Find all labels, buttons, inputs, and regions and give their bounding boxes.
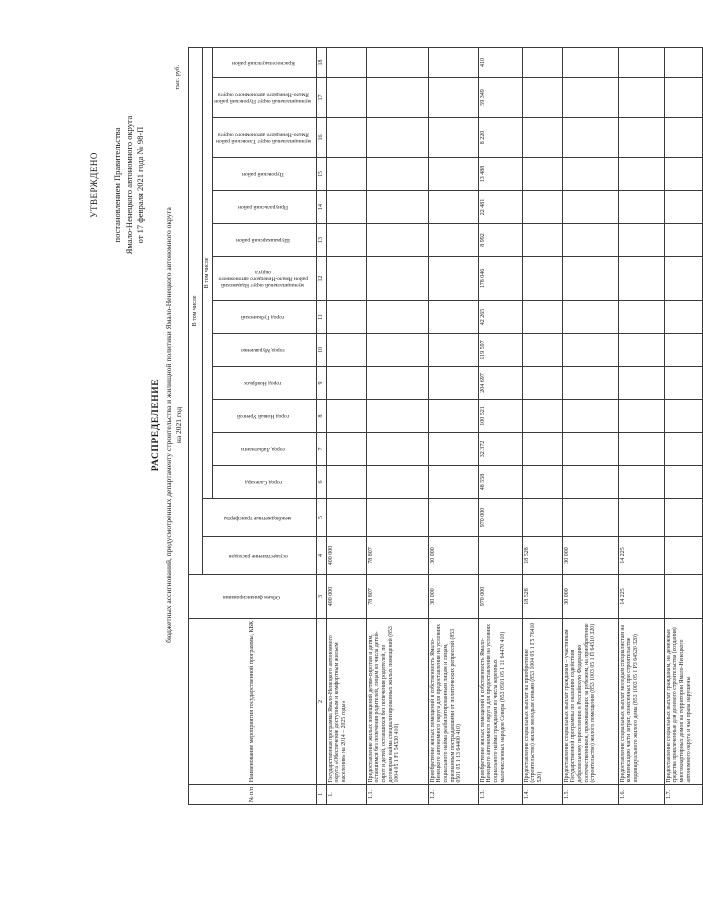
column-number: 13 [316,224,326,257]
row-municipality-value [326,400,366,433]
row-municipality-value [618,257,664,301]
row-municipality-value [366,158,428,191]
row-municipality-value [326,433,366,466]
row-municipality-value: 410 [478,47,522,77]
row-name: Предоставление социальных выплат на приобретение (строительство) жилья молодым семьям (853 1004 05 1 Г5 76410 520) [522,619,562,785]
row-municipality-value [522,367,562,400]
row-number: 1.4. [522,785,562,805]
row-municipality-value [428,224,478,257]
row-municipality-value [366,47,428,77]
row-municipality-value [618,191,664,224]
row-municipality-value [562,47,618,77]
header-municipality-text: Красноселькупский район [231,59,295,66]
row-expenses [478,537,522,575]
header-volume [189,575,317,619]
row-municipality-value [326,191,366,224]
row-municipality-value [562,118,618,158]
row-municipality-value [618,367,664,400]
row-municipality-value [522,433,562,466]
row-municipality-value [664,224,702,257]
row-municipality-value [428,367,478,400]
row-municipality-value [664,433,702,466]
row-municipality-value [326,334,366,367]
header-municipality-text: город Ноябрьск [244,380,282,387]
row-transfers [618,499,664,537]
header-volume-text: Объем финансирования [222,593,280,600]
column-number: 10 [316,334,326,367]
row-municipality-value [618,334,664,367]
row-municipality-value: 8 992 [478,224,522,257]
column-number: 4 [316,537,326,575]
row-municipality-value [562,224,618,257]
row-municipality-value [428,257,478,301]
column-number: 5 [316,499,326,537]
row-municipality-value [326,78,366,118]
header-municipality [213,334,317,367]
column-number: 17 [316,78,326,118]
row-volume: 400 000 [326,575,366,619]
header-municipality [213,224,317,257]
column-number: 16 [316,118,326,158]
approval-line: Ямало-Ненецкого автономного округа [123,115,134,255]
row-municipality-value: 59 349 [478,78,522,118]
row-municipality-value [522,301,562,334]
row-municipality-value [366,118,428,158]
table-row [366,47,428,804]
row-municipality-value [522,78,562,118]
row-municipality-value [366,433,428,466]
row-volume: 970 000 [478,575,522,619]
header-municipality [213,78,317,118]
row-municipality-value [562,301,618,334]
document-title: РАСПРЕДЕЛЕНИЕ [151,378,161,472]
table-body [326,47,702,804]
header-municipality-text: Шурышкарский район [236,237,290,244]
row-municipality-value [562,400,618,433]
row-municipality-value: 100 521 [478,400,522,433]
row-name: Предоставление социальных выплат молодым специалистам на компенсацию части затрат, понесенных при строительстве индивидуального жилого дома (853 1003 05 1 Р3 64520 320) [618,619,664,785]
row-name: Предоставление социальных выплат гражданам – участникам Государственной программы по оказанию содействия добровольному переселению в Российскую Федерацию соотечественников, проживающих за рубежом, на приобретение (строительство) жилого помещения (853 1003 05 1 П 64510 320) [562,619,618,785]
row-municipality-value: 13 488 [478,158,522,191]
row-municipality-value [618,47,664,77]
row-municipality-value [366,78,428,118]
row-municipality-value [664,400,702,433]
column-numbers-row [316,47,326,804]
row-volume: 78 807 [366,575,428,619]
row-municipality-value [664,191,702,224]
header-municipality-text: город Губкинский [241,314,285,321]
header-municipality-text: Приуральский район [238,204,288,211]
row-municipality-value [618,224,664,257]
table-row [618,47,664,804]
row-name: Предоставление жилых помещений детям-сиротам и детям, оставшимся без попечения родителей, лицам из числа детей-сирот и детей, оставшихся без попечения родителей, по договорам найма специализированных жилых помещений (853 1004 05 1 F1 54530 410) [366,619,428,785]
column-number: 2 [316,619,326,785]
document-heading [150,145,184,705]
header-name: Наименование мероприятия государственной программы, КБК [189,619,317,785]
row-municipality-value [428,158,478,191]
row-volume: 18 528 [522,575,562,619]
row-municipality-value [428,433,478,466]
row-municipality-value [326,158,366,191]
row-municipality-value [326,224,366,257]
column-number: 1 [316,785,326,805]
header-municipality [213,466,317,499]
row-municipality-value [366,400,428,433]
row-transfers [428,499,478,537]
row-municipality-value [562,158,618,191]
header-municipality-text: муниципальный округ Тазовский район Ямало-Ненецкого автономного округа [215,131,311,144]
row-municipality-value [664,367,702,400]
row-name: Предоставление социальных выплат гражданам, на денежные средства привлеченные для долевого строительства (создания) многоквартирных домов на территории Ямало-Ненецкого автономного округа и чьи права нарушены [664,619,702,785]
row-name: Приобретение жилых помещений в собственность Ямало-Ненецкого автономного округа для предоставления на условиях социального найма гражданам из числа коренных малочисленных народов Севера (853 0501 05 1 11 64470 410) [478,619,522,785]
header-including: В том числе [189,47,203,574]
row-municipality-value [618,400,664,433]
row-expenses: 78 807 [366,537,428,575]
row-municipality-value [522,257,562,301]
row-number: 1.2. [428,785,478,805]
row-number: 1. [326,785,366,805]
row-municipality-value [366,301,428,334]
row-municipality-value: 8 220 [478,118,522,158]
approval-line: постановлением Правительства [112,127,123,243]
header-municipality [213,158,317,191]
row-municipality-value [428,118,478,158]
row-municipality-value [664,47,702,77]
document-year: на 2021 год [174,406,184,444]
header-municipality [213,257,317,301]
column-number: 3 [316,575,326,619]
row-municipality-value [366,224,428,257]
row-municipality-value [428,191,478,224]
row-municipality-value [366,191,428,224]
table-row [478,47,522,804]
column-number: 9 [316,367,326,400]
row-municipality-value [664,466,702,499]
row-municipality-value [562,334,618,367]
column-number: 7 [316,433,326,466]
row-municipality-value [562,257,618,301]
row-expenses: 14 225 [618,537,664,575]
row-municipality-value [428,466,478,499]
row-municipality-value [522,224,562,257]
row-municipality-value [326,47,366,77]
row-municipality-value [326,466,366,499]
row-municipality-value [522,118,562,158]
row-municipality-value [618,433,664,466]
row-number: 1.1. [366,785,428,805]
row-transfers: 970 000 [478,499,522,537]
row-municipality-value [428,47,478,77]
column-number: 18 [316,47,326,77]
distribution-table [188,47,703,805]
row-number: 1.5. [562,785,618,805]
header-num: № п/п [189,785,317,805]
row-transfers [366,499,428,537]
header-municipality-text: Пуровский район [242,171,284,178]
row-municipality-value [664,301,702,334]
header-municipality [213,433,317,466]
row-municipality-value [618,466,664,499]
row-municipality-value [618,78,664,118]
row-number: 1.6. [618,785,664,805]
row-municipality-value [618,158,664,191]
row-municipality-value [522,47,562,77]
header-municipality-text: город Муравленко [241,347,285,354]
row-transfers [664,499,702,537]
row-name: Приобретение жилых помещений в собственность Ямало-Ненецкого автономного округа для предоставления на условиях социального найма реабилитированным лицам и лицам, признанным пострадавшими от политических репрессий (853 0501 05 1 13 64400 410) [428,619,478,785]
row-municipality-value [326,118,366,158]
row-expenses [664,537,702,575]
row-municipality-value: 178 046 [478,257,522,301]
row-municipality-value [428,400,478,433]
row-municipality-value [522,158,562,191]
header-expenses-text: осуществление расходов [228,552,288,559]
row-name: Государственная программа Ямало-Ненецкого автономного округа «Обеспечение доступным и комфортным жильем населения» на 2014 – 2025 годы» [326,619,366,785]
header-municipality [213,191,317,224]
row-municipality-value [366,257,428,301]
header-municipality [213,301,317,334]
column-number: 12 [316,257,326,301]
row-municipality-value [326,301,366,334]
row-volume: 14 225 [618,575,664,619]
header-municipality-text: муниципальный округ Надымский район Ямало-Ненецкого автономного округа [218,269,308,289]
row-municipality-value [428,78,478,118]
table-row [664,47,702,804]
table-row [326,47,366,804]
row-volume: 30 000 [562,575,618,619]
row-municipality-value [326,257,366,301]
row-municipality-value [664,158,702,191]
row-number: 1.3. [478,785,522,805]
row-municipality-value: 48 558 [478,466,522,499]
row-number: 1.7. [664,785,702,805]
row-transfers [562,499,618,537]
table-row [428,47,478,804]
row-municipality-value: 204 697 [478,367,522,400]
approval-block [88,65,147,305]
row-municipality-value [664,257,702,301]
header-municipality-text: город Новый Уренгой [237,413,289,420]
row-municipality-value [664,334,702,367]
row-volume [664,575,702,619]
row-volume: 30 000 [428,575,478,619]
row-municipality-value [522,400,562,433]
table-row [522,47,562,804]
row-transfers [522,499,562,537]
header-expenses [203,537,317,575]
approval-title: УТВЕРЖДЕНО [89,152,99,218]
header-municipality [213,118,317,158]
header-municipality [213,47,317,77]
row-expenses: 30 000 [428,537,478,575]
column-number: 6 [316,466,326,499]
row-municipality-value [562,433,618,466]
row-expenses: 400 000 [326,537,366,575]
header-including-2: В том числе [203,47,213,498]
row-municipality-value: 42 265 [478,301,522,334]
column-number: 14 [316,191,326,224]
row-municipality-value [562,466,618,499]
row-municipality-value [366,334,428,367]
row-municipality-value [366,466,428,499]
unit-label: тыс. руб. [174,65,181,90]
table-row [562,47,618,804]
row-municipality-value [326,367,366,400]
approval-line: от 17 февраля 2021 года № 98-П [135,126,146,244]
column-number: 15 [316,158,326,191]
header-municipality [213,400,317,433]
header-municipality-text: город Салехард [244,479,282,486]
header-transfers [203,499,317,537]
header-municipality-text: муниципальный округ Пуровский район Ямало-Ненецкого автономного округа [214,91,312,104]
row-municipality-value: 119 597 [478,334,522,367]
row-municipality-value [562,78,618,118]
row-municipality-value [664,78,702,118]
row-municipality-value [618,301,664,334]
header-transfers-text: межбюджетные трансферты [224,514,292,521]
row-municipality-value [522,334,562,367]
row-transfers [326,499,366,537]
row-municipality-value: 22 481 [478,191,522,224]
row-municipality-value [366,367,428,400]
header-municipality [213,367,317,400]
row-municipality-value [618,118,664,158]
row-municipality-value [664,118,702,158]
column-number: 8 [316,400,326,433]
row-expenses: 18 528 [522,537,562,575]
column-number: 11 [316,301,326,334]
row-municipality-value [428,334,478,367]
row-expenses: 30 000 [562,537,618,575]
header-municipality-text: город Лабытнанги [241,446,285,453]
row-municipality-value [562,191,618,224]
row-municipality-value [522,191,562,224]
row-municipality-value: 32 372 [478,433,522,466]
document-subtitle: бюджетных ассигнований, предусмотренных департаменту строительства и жилищной политики Ямало-Ненецкого автономного округа [164,207,174,643]
row-municipality-value [428,301,478,334]
row-municipality-value [562,367,618,400]
row-municipality-value [522,466,562,499]
